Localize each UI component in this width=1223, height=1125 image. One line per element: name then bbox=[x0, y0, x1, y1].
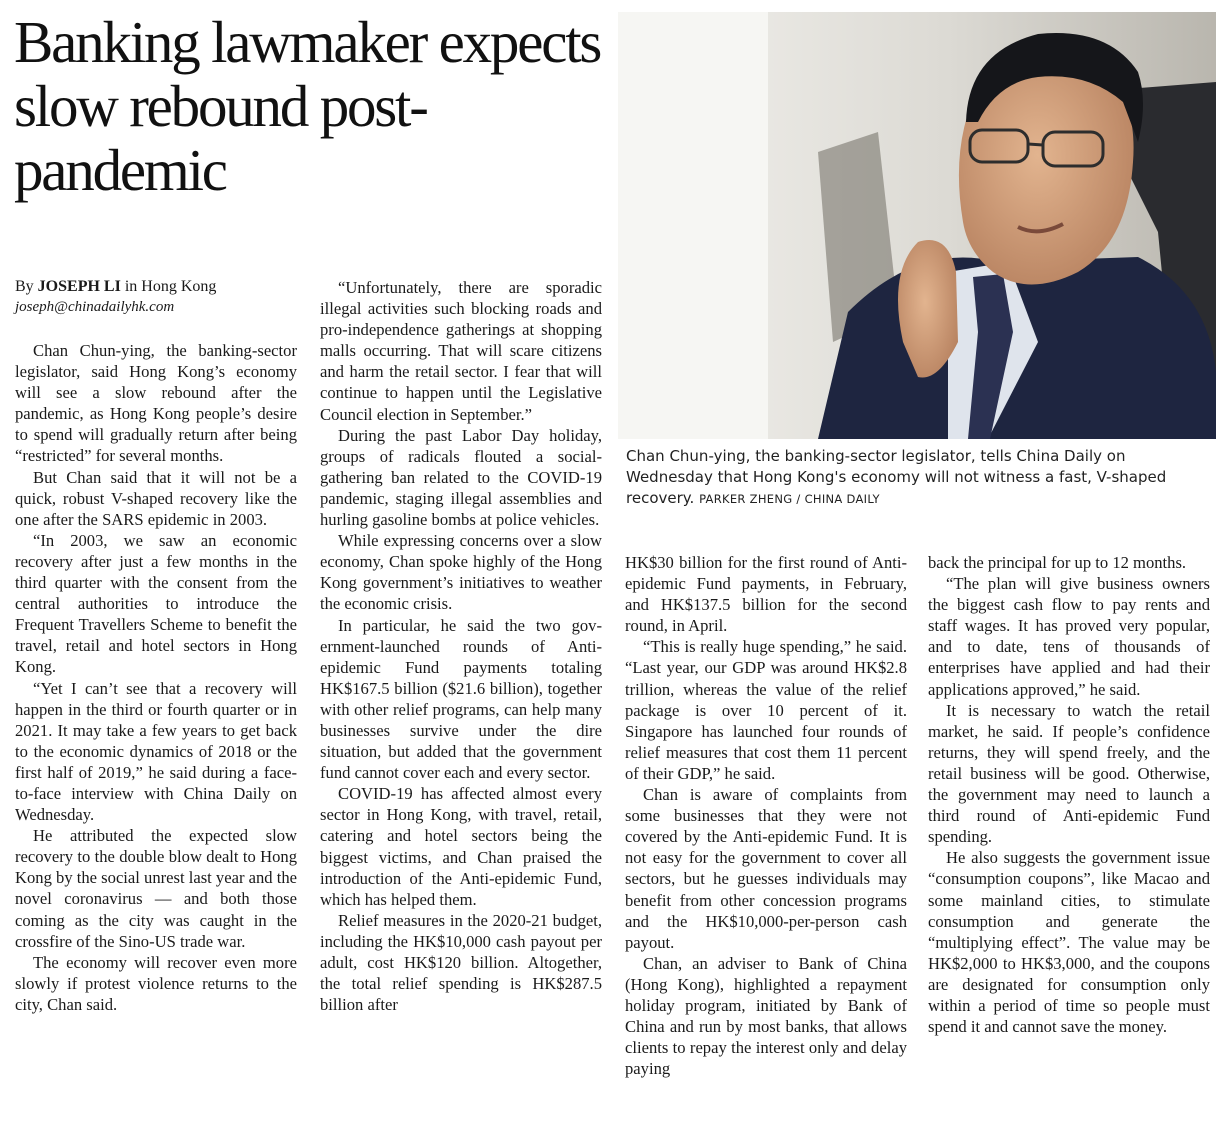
paragraph: COVID-19 has affected almost every sector in Hong Kong, with travel, retail, catering and hotel sectors being the biggest victims, and Chan praised the introduction of the Anti-epidemic Fund, which has helped them. bbox=[320, 784, 602, 909]
byline bbox=[15, 277, 305, 317]
paragraph: While expressing concerns over a slow economy, Chan spoke highly of the Hong Kong government’s initiatives to weather the economic crisis. bbox=[320, 531, 602, 614]
paragraph: Chan is aware of complaints from some businesses that they were not covered by the Anti-epidemic Fund. It is not easy for the government to cover all sectors, but he guesses individuals may benefit from other concession programs and the HK$10,000-per-person cash payout. bbox=[625, 785, 907, 952]
headline: Banking lawmaker expects slow rebound post-pandemic bbox=[14, 9, 601, 203]
paragraph: HK$30 billion for the first round of Anti-epidemic Fund payments, in February, and HK$137.5 billion for the second round, in April. bbox=[625, 553, 907, 636]
article-column-1 bbox=[15, 340, 297, 1110]
article-column-3 bbox=[625, 552, 907, 1110]
paragraph: “The plan will give business owners the biggest cash flow to pay rents and staff wages. It has proved very popular, and to date, tens of thousands of enterprises have applied and had their applications approved,” he said. bbox=[928, 574, 1210, 699]
byline-email: joseph@chinadailyhk.com bbox=[15, 299, 175, 315]
caption-text: Chan Chun-ying, the banking-sector legislator, tells China Daily on Wednesday that Hong Kong's economy will not witness a fast, V-shaped recovery. bbox=[626, 447, 1167, 507]
article-column-4 bbox=[928, 552, 1210, 1110]
paragraph: “This is really huge spending,” he said. “Last year, our GDP was around HK$2.8 trillion, whereas the value of the relief package is over 10 percent of it. Singapore has launched four rounds of relief measures that cost them 11 percent of their GDP,” he said. bbox=[625, 637, 907, 783]
article-column-2 bbox=[320, 277, 602, 1110]
paragraph: But Chan said that it will not be a quick, robust V-shaped recovery like the one after the SARS epidemic in 2003. bbox=[15, 467, 297, 529]
paragraph: back the principal for up to 12 months. bbox=[928, 553, 1187, 572]
paragraph: “Yet I can’t see that a recovery will happen in the third or fourth quarter or in 2021. It may take a few years to get back to the economic dynamics of 2018 or the first half of 2019,” he said during a face-to-face interview with China Daily on Wednesday. bbox=[15, 678, 297, 825]
byline-prefix: By bbox=[15, 278, 38, 295]
paragraph: In particular, he said the two government-launched rounds of Anti-epidemic Fund payments totaling HK$167.5 billion ($21.6 billion), together with other relief programs, can help many businesses survive under the dire situation, but added that the government fund cannot cover each and every sector. bbox=[320, 615, 602, 783]
paragraph: Chan Chun-ying, the banking-sector legislator, said Hong Kong’s economy will see a slow rebound after the pandemic, as Hong Kong people’s desire to spend will gradually return after being “restricted” for several months. bbox=[15, 341, 297, 466]
portrait-photo bbox=[618, 12, 1216, 439]
paragraph: Relief measures in the 2020-21 budget, including the HK$10,000 cash payout per adult, cost HK$120 billion. Altogether, the total relief spending is HK$287.5 billion after bbox=[320, 910, 602, 1015]
photo-credit: PARKER ZHENG / CHINA DAILY bbox=[699, 492, 880, 506]
byline-location: in Hong Kong bbox=[120, 278, 217, 295]
paragraph: “Unfortunately, there are sporadic illegal activities such blocking roads and pro-independence gatherings at shopping malls occurring. That will scare citizens and harm the retail sector. I fear that will continue to happen until the Legislative Council election in September.” bbox=[320, 278, 602, 424]
photo-caption bbox=[626, 446, 1216, 510]
paragraph: He attributed the expected slow recovery to the double blow dealt to Hong Kong by the social unrest last year and the novel coronavirus — and both those coming as the city was caught in the crossfire of the Sino-US trade war. bbox=[15, 826, 297, 951]
paragraph: During the past Labor Day holiday, groups of radicals flouted a social-gathering ban related to the COVID-19 pandemic, staging illegal assemblies and hurling gasoline bombs at police vehicles. bbox=[320, 425, 602, 530]
paragraph: “In 2003, we saw an economic recovery after just a few months in the third quarter with the consent from the central authorities to introduce the Frequent Travellers Scheme to benefit the travel, retail and hotel sectors in Hong Kong. bbox=[15, 530, 297, 677]
paragraph: It is necessary to watch the retail market, he said. If people’s confidence returns, they will spend freely, and the retail business will be good. Otherwise, the government may need to launch a third round of Anti-epidemic Fund spending. bbox=[928, 700, 1210, 847]
paragraph: Chan, an adviser to Bank of China (Hong Kong), highlighted a repayment holiday program, initiated by Bank of China and run by most banks, that allows clients to repay the interest only and delay paying bbox=[625, 953, 907, 1079]
paragraph: The economy will recover even more slowly if protest violence returns to the city, Chan said. bbox=[15, 952, 297, 1014]
portrait-illustration bbox=[618, 12, 1216, 439]
byline-author: JOSEPH LI bbox=[37, 278, 121, 295]
paragraph: He also suggests the government issue “consumption coupons”, like Macao and some mainland cities, to stimulate consumption and generate the “multiplying effect”. The value may be HK$2,000 to HK$3,000, and the coupons are designated for consumption only within a period of time so people must spend it and cannot save the money. bbox=[928, 848, 1210, 1037]
